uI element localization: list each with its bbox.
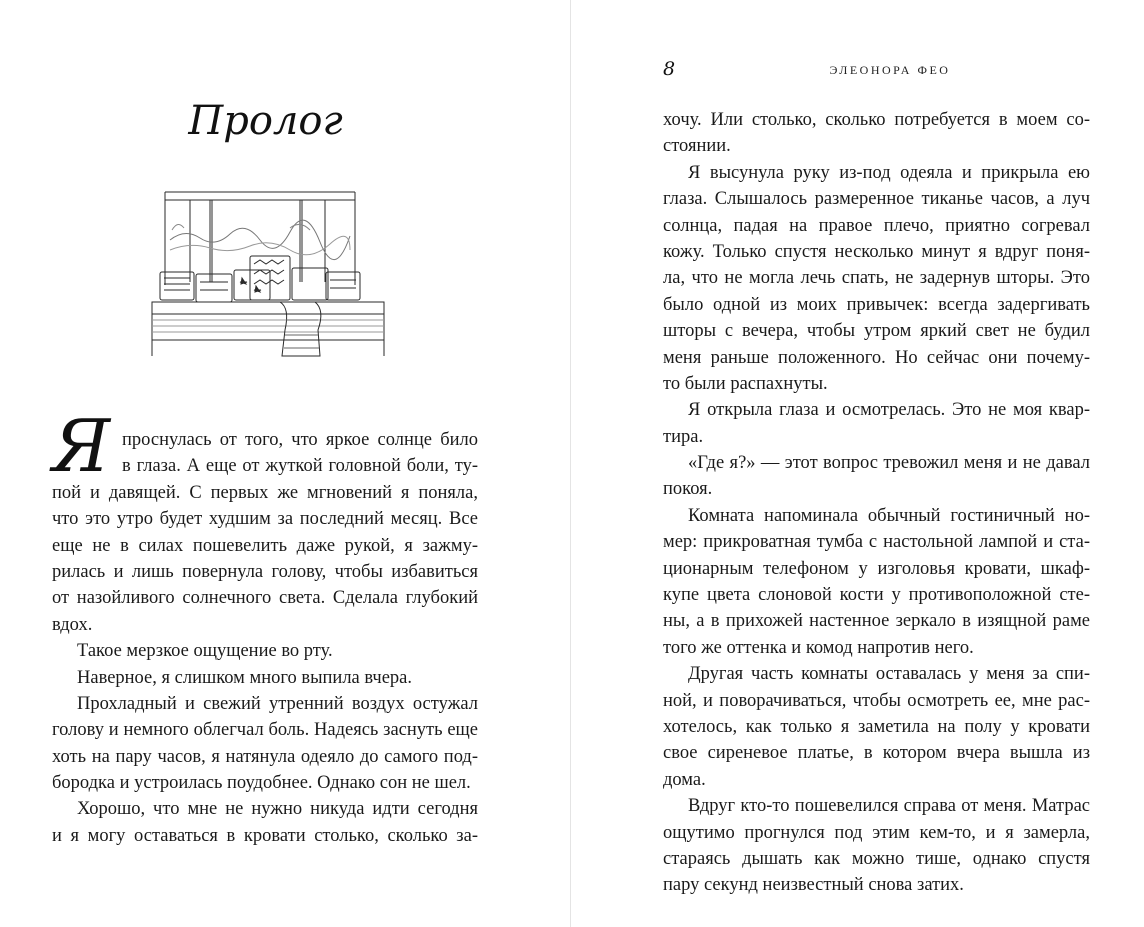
text-line: купе цвета слоновой кости у противоположной сте- [663, 585, 1090, 606]
text-line: хоть на пару часов, я натянула одеяло до самого под- [52, 746, 478, 767]
text-line: Наверное, я слишком много выпила вчера. [77, 667, 413, 688]
text-line: Комната напоминала обычный гостиничный но- [688, 505, 1090, 526]
chapter-title: Пролог [188, 98, 343, 144]
text-line: мер: прикроватная тумба с настольной лампой и ста- [663, 532, 1090, 553]
text-line: кожу. Только спустя несколько минут я вдруг поня- [663, 241, 1090, 262]
text-line: голову и немного облегчал боль. Надеясь заснуть еще [52, 720, 478, 741]
text-line: ощутимо прогнулся под этим кем-то, и я замерла, [663, 822, 1090, 843]
page-number: 8 [663, 58, 676, 80]
text-line: ной, и поворачиваться, чтобы осмотреть ее, мне рас- [663, 690, 1090, 711]
text-line: рилась и лишь повернула голову, чтобы избавиться [52, 561, 478, 582]
drop-cap: Я [52, 404, 111, 488]
right-page-text [663, 107, 1090, 899]
text-line: что это утро будет худшим за последний месяц. Все [52, 509, 478, 530]
text-line: Вдруг кто-то пошевелился справа от меня. Матрас [688, 796, 1090, 817]
text-line: хочу. Или столько, сколько потребуется в моем со- [663, 110, 1090, 130]
text-line: пой и давящей. С первых же мгновений я поняла, [52, 482, 478, 503]
text-line: проснулась от того, что яркое солнце било [122, 430, 478, 450]
text-line: то были распахнуты. [663, 373, 828, 394]
text-line: шторы с вечера, чтобы утром яркий свет не будил [663, 321, 1090, 342]
text-line: ны, а в прихожей настенное зеркало в изящной раме [663, 611, 1090, 632]
text-line: еще не в силах пошевелить даже рукой, я зажму- [52, 535, 478, 556]
text-line: стараясь дышать как можно тише, однако спустя [663, 848, 1090, 869]
text-line: «Где я?» — этот вопрос тревожил меня и не давал [688, 453, 1090, 474]
text-line: свое сиреневое платье, в котором вчера вышла из [663, 743, 1090, 764]
text-line: в глаза. А еще от жуткой головной боли, ту- [122, 456, 478, 477]
text-line: было одной из моих привычек: всегда задергивать [663, 294, 1090, 315]
text-line: стоянии. [663, 136, 731, 157]
text-line: от назойливого солнечного света. Сделала глубокий [52, 588, 478, 609]
text-line: Я открыла глаза и осмотрелась. Это не моя квар- [688, 400, 1090, 421]
text-line: тира. [663, 426, 704, 447]
text-line: и я могу оставаться в кровати столько, сколько за- [52, 825, 478, 846]
text-line: меня раньше положенного. Но сейчас они почему- [663, 347, 1090, 368]
text-line: Прохладный и свежий утренний воздух остужал [77, 693, 478, 714]
text-line: пару секунд неизвестный снова затих. [663, 875, 964, 896]
text-line: Другая часть комнаты оставалась у меня за спи- [688, 664, 1090, 685]
text-line: Такое мерзкое ощущение во рту. [77, 641, 333, 662]
text-line: Я высунула руку из-под одеяла и прикрыла ею [688, 162, 1090, 183]
text-line: ла, что не могла лечь спать, не задернув шторы. Это [663, 268, 1090, 289]
running-head: ЭЛЕОНОРА ФЕО [829, 63, 951, 77]
text-line: того же оттенка и комод напротив него. [663, 637, 974, 658]
left-page-text [52, 427, 478, 849]
text-line: дома. [663, 769, 706, 790]
text-line: солнца, падая на правое плечо, приятно согревал [663, 215, 1090, 236]
text-line: бородка и устроилась поудобнее. Однако сон не шел. [52, 773, 471, 794]
text-line: Хорошо, что мне не нужно никуда идти сегодня [77, 799, 478, 820]
window-seat-sofa-illustration [150, 190, 386, 362]
text-line: ционарным телефоном у изголовья кровати, шкаф- [663, 558, 1090, 579]
text-line: глаза. Слышалось размеренное тиканье часов, а луч [663, 189, 1090, 210]
text-line: вдох. [52, 614, 93, 635]
text-line: хотелось, как только я заметила на полу у кровати [663, 716, 1090, 737]
text-line: покоя. [663, 479, 713, 500]
